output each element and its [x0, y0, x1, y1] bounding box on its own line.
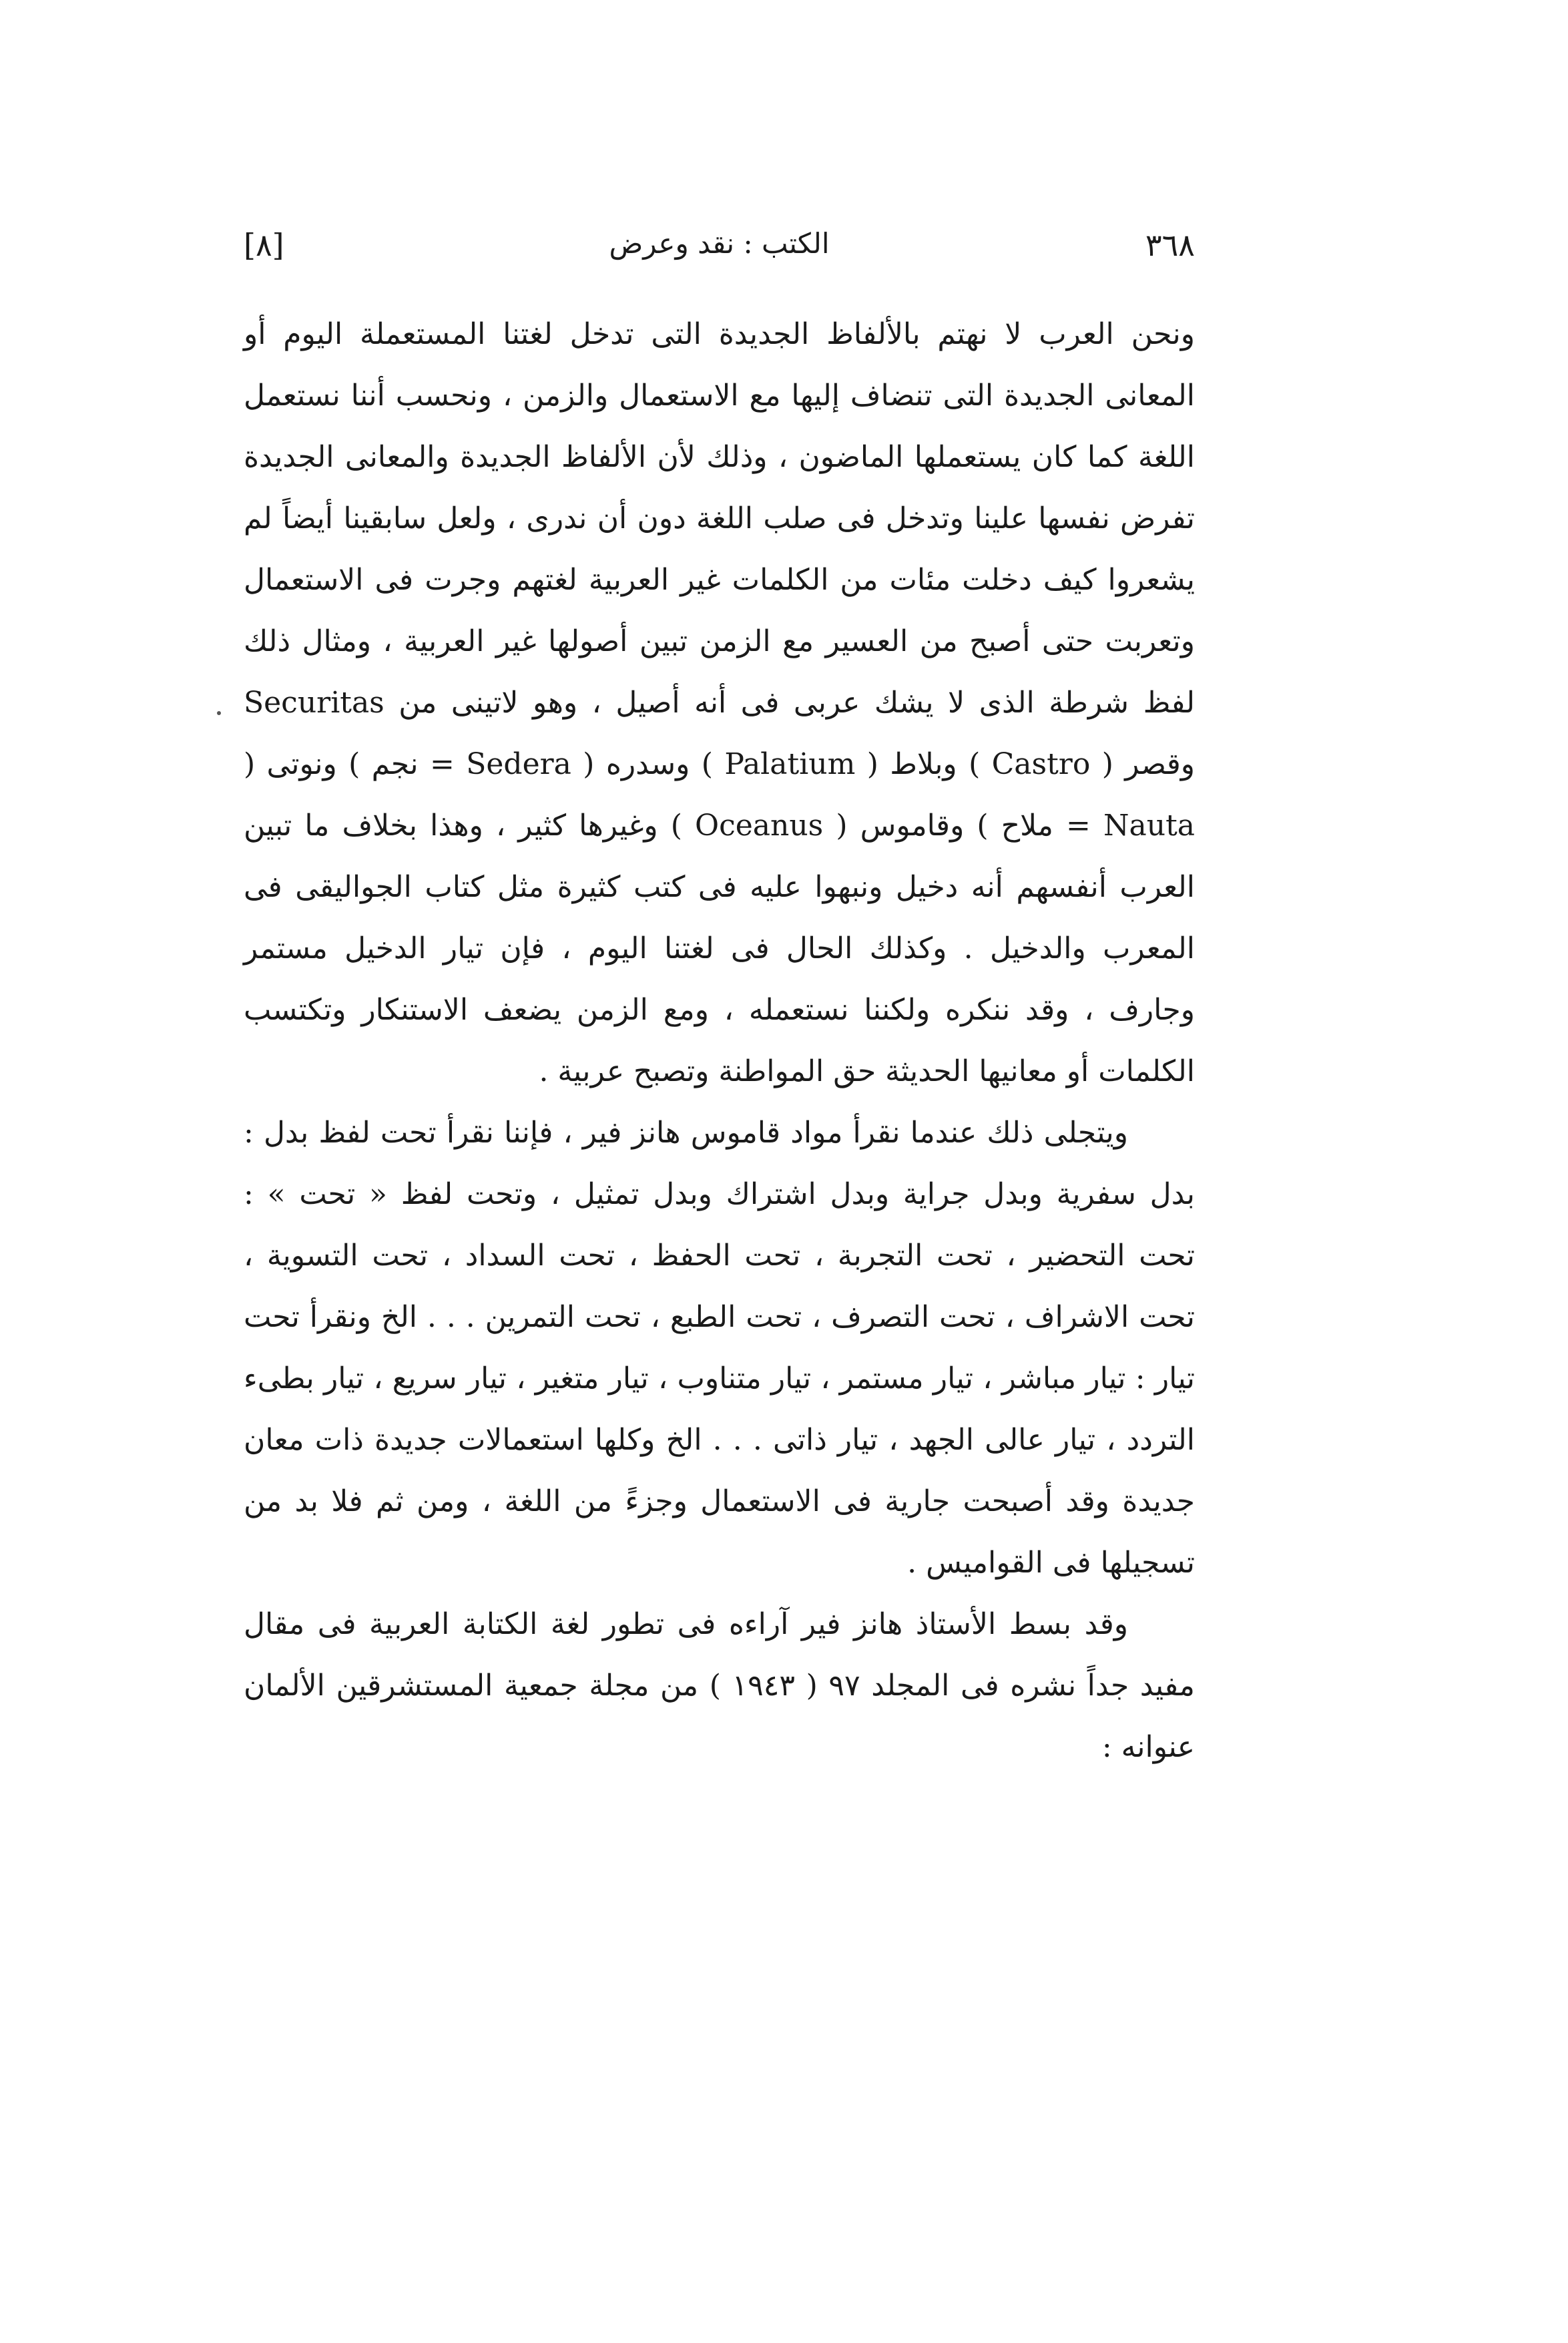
paragraph: وقد بسط الأستاذ هانز فير آراءه فى تطور لغة الكتابة العربية فى مقال مفيد جداً نشره فى المجلد ٩٧ ( ١٩٤٣ ) من مجلة جمعية المستشرقين الألمان عنوانه : — [244, 1607, 1195, 1764]
running-head-title: الكتب : نقد وعرض — [609, 227, 830, 260]
margin-speck — [217, 711, 221, 715]
page-number: ٣٦٨ — [1145, 227, 1195, 263]
section-number: [٨] — [244, 227, 284, 263]
running-head — [244, 227, 1195, 280]
paragraph: ونحن العرب لا نهتم بالألفاظ الجديدة التى تدخل لغتنا المستعملة اليوم أو المعانى الجديدة التى تنضاف إليها مع الاستعمال والزمن ، ونحسب أننا نستعمل اللغة كما كان يستعملها الماضون ، وذلك لأن الألفاظ الجديدة والمعانى الجديدة تفرض نفسها علينا وتدخل فى صلب اللغة دون أن ندرى ، ولعل سابقينا أيضاً لم يشعروا كيف دخلت مئات من الكلمات غير العربية لغتهم وجرت فى الاستعمال وتعربت حتى أصبح من العسير مع الزمن تبين أصولها غير العربية ، ومثال ذلك لفظ شرطة الذى لا يشك عربى فى أنه أصيل ، وهو لاتينى من Securitas وقصر ( Castro ) وبلاط ( Palatium ) وسدره ( Sedera = نجم ) ونوتى ( Nauta = ملاح ) وقاموس ( Oceanus ) وغيرها كثير ، وهذا بخلاف ما تبين العرب أنفسهم أنه دخيل ونبهوا عليه فى كتب كثيرة مثل كتاب الجواليقى فى المعرب والدخيل . وكذلك الحال فى لغتنا اليوم ، فإن تيار الدخيل مستمر وجارف ، وقد ننكره ولكننا نستعمله ، ومع الزمن يضعف الاستنكار وتكتسب الكلمات أو معانيها الحديثة حق المواطنة وتصبح عربية . — [244, 317, 1196, 1088]
body-text — [244, 304, 1195, 1778]
paragraph: ويتجلى ذلك عندما نقرأ مواد قاموس هانز فير ، فإننا نقرأ تحت لفظ بدل : بدل سفرية وبدل جراية وبدل اشتراك وبدل تمثيل ، وتحت لفظ « تحت » : تحت التحضير ، تحت التجربة ، تحت الحفظ ، تحت السداد ، تحت التسوية ، تحت الاشراف ، تحت التصرف ، تحت الطبع ، تحت التمرين . . . الخ ونقرأ تحت تيار : تيار مباشر ، تيار مستمر ، تيار متناوب ، تيار متغير ، تيار سريع ، تيار بطىء التردد ، تيار عالى الجهد ، تيار ذاتى . . . الخ وكلها استعمالات جديدة ذات معان جديدة وقد أصبحت جارية فى الاستعمال وجزءً من اللغة ، ومن ثم فلا بد من تسجيلها فى القواميس . — [244, 1116, 1196, 1580]
